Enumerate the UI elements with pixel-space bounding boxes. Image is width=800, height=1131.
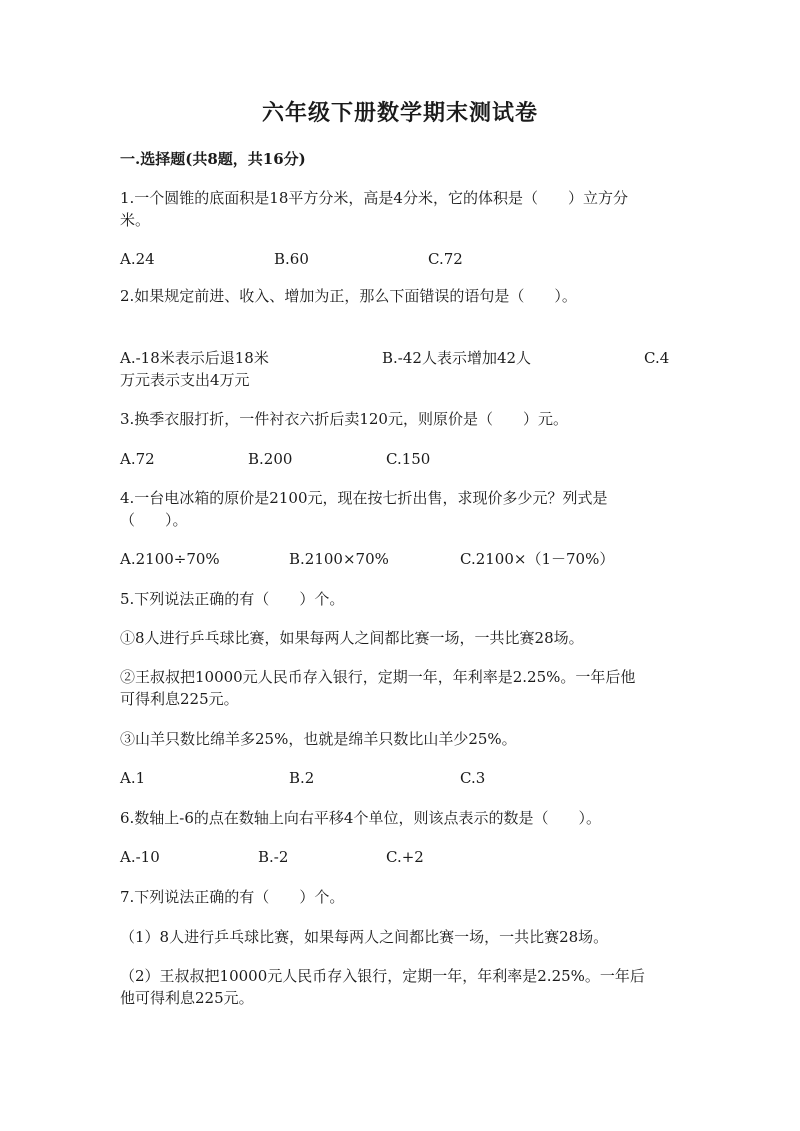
question-3-option-c: C.150	[386, 450, 431, 468]
question-5-option-a: A.1	[120, 769, 146, 787]
question-7-statement-1: （1）8人进行乒乓球比赛，如果每两人之间都比赛一场，一共比赛28场。	[120, 928, 609, 946]
question-6-option-c: C.+2	[386, 848, 424, 866]
question-4-stem: 4.一台电冰箱的原价是2100元，现在按七折出售，求现价多少元？列式是	[120, 489, 608, 507]
question-6-option-a: A.-10	[120, 848, 160, 866]
question-3-option-b: B.200	[248, 450, 293, 468]
question-4-option-b: B.2100×70%	[289, 550, 389, 568]
question-2-option-b: B.-42人表示增加42人	[382, 349, 532, 367]
question-1-stem-cont: 米。	[120, 211, 151, 229]
question-6-option-b: B.-2	[258, 848, 289, 866]
question-7-statement-2-cont: 他可得利息225元。	[120, 989, 254, 1007]
question-2-stem: 2.如果规定前进、收入、增加为正，那么下面错误的语句是（ ）。	[120, 287, 577, 305]
page-title: 六年级下册数学期末测试卷	[261, 100, 538, 126]
question-6-stem: 6.数轴上-6的点在数轴上向右平移4个单位，则该点表示的数是（ ）。	[120, 809, 601, 827]
question-1-option-a: A.24	[120, 250, 155, 268]
question-7-stem: 7.下列说法正确的有（ ）个。	[120, 888, 345, 906]
question-1-stem: 1.一个圆锥的底面积是18平方分米，高是4分米，它的体积是（ ）立方分	[120, 189, 628, 207]
question-5-stem: 5.下列说法正确的有（ ）个。	[120, 590, 345, 608]
question-2-option-c-cont: 万元表示支出4万元	[120, 371, 250, 389]
question-2-option-a: A.-18米表示后退18米	[120, 349, 269, 367]
question-5-statement-2: ②王叔叔把10000元人民币存入银行，定期一年，年利率是2.25%。一年后他	[120, 668, 636, 686]
question-5-statement-2-cont: 可得利息225元。	[120, 690, 239, 708]
question-4-option-c: C.2100×（1－70%）	[460, 550, 615, 568]
question-7-statement-2: （2）王叔叔把10000元人民币存入银行，定期一年，年利率是2.25%。一年后	[120, 967, 645, 985]
question-1-option-b: B.60	[274, 250, 309, 268]
question-4-stem-cont: （ ）。	[120, 511, 188, 529]
question-5-option-b: B.2	[289, 769, 315, 787]
question-3-stem: 3.换季衣服打折，一件衬衣六折后卖120元，则原价是（ ）元。	[120, 410, 568, 428]
question-5-statement-1: ①8人进行乒乓球比赛，如果每两人之间都比赛一场，一共比赛28场。	[120, 629, 584, 647]
question-3-option-a: A.72	[120, 450, 155, 468]
question-2-option-c: C.4	[644, 349, 670, 367]
question-5-statement-3: ③山羊只数比绵羊多25%，也就是绵羊只数比山羊少25%。	[120, 730, 517, 748]
section-heading: 一.选择题(共8题，共16分)	[120, 150, 306, 168]
question-1-option-c: C.72	[428, 250, 463, 268]
question-4-option-a: A.2100÷70%	[120, 550, 220, 568]
question-5-option-c: C.3	[460, 769, 486, 787]
